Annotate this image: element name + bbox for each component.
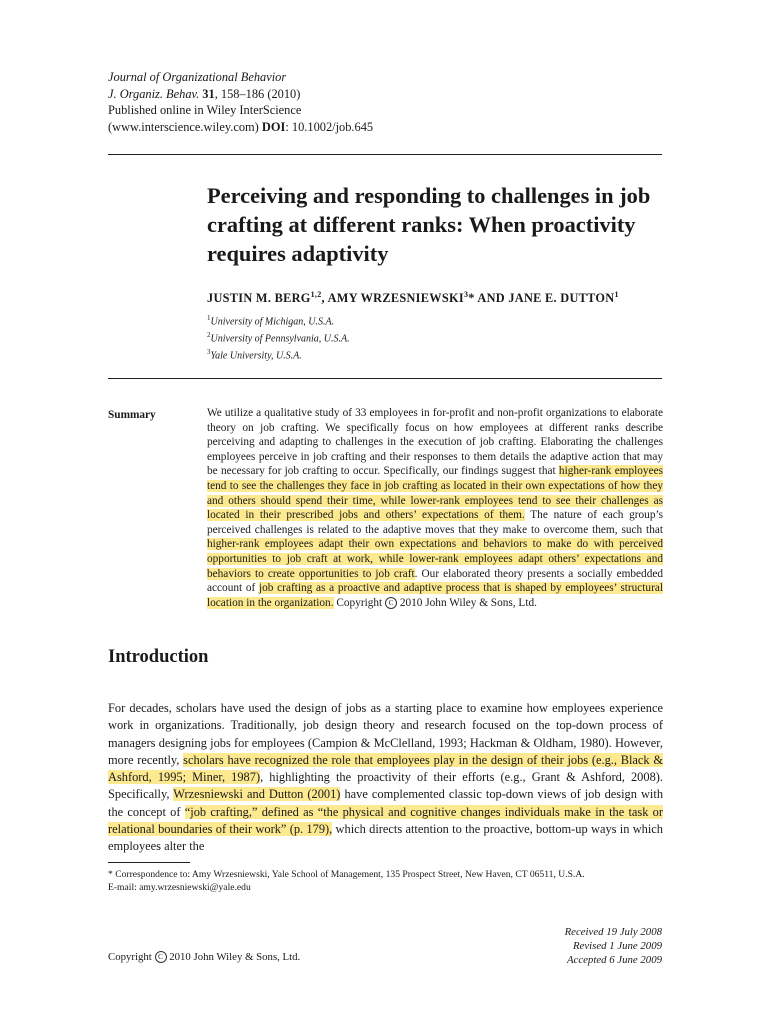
summary-copyright-prefix: Copyright <box>333 596 386 609</box>
affiliation-1 <box>207 312 350 329</box>
correspondence-footnote <box>108 869 668 895</box>
summary-abstract <box>207 406 663 610</box>
affiliation-name: University of Pennsylvania, U.S.A. <box>210 333 350 345</box>
date-accepted: Accepted 6 June 2009 <box>566 954 662 966</box>
author-berg: JUSTIN M. BERG <box>207 291 311 306</box>
affiliation-2 <box>207 329 350 346</box>
journal-header <box>108 69 668 136</box>
footnote-email: E-mail: amy.wrzesniewski@yale.edu <box>108 881 251 893</box>
article-title: Perceiving and responding to challenges in job crafting at different ranks: When proactivity requires adaptivity <box>207 183 651 266</box>
doi-line <box>108 119 668 136</box>
intro-text: which directs attention to the proactive, bottom-up ways in which employees alter the <box>108 822 663 854</box>
affiliation-num: 3 <box>207 347 211 356</box>
copyright-icon: C <box>155 951 167 963</box>
summary-highlight: higher-rank employees tend to see the challenges they face in job crafting as located in their own expectations of how they and others should spend their time, while lower-rank employees tend to see their challenges as located in their prescribed jobs and others’ expectations of them. <box>207 465 663 522</box>
journal-volume: 31 <box>202 86 215 101</box>
author-wrzesniewski-sup: 3 <box>463 290 469 299</box>
author-berg-sup: 1,2 <box>310 290 322 299</box>
date-revised: Revised 1 June 2009 <box>572 940 662 952</box>
date-received: Received 19 July 2008 <box>564 926 662 938</box>
doi-value: : 10.1002/job.645 <box>285 120 374 135</box>
summary-divider <box>108 378 662 379</box>
author-dutton: AND JANE E. DUTTON <box>474 291 615 306</box>
intro-highlight: “job crafting,” defined as “the physical and cognitive changes individuals make in the task or relational boundaries of their work” (p. 179), <box>108 804 664 837</box>
journal-pages: , 158–186 (2010) <box>214 86 301 101</box>
doi-label: DOI <box>261 120 286 135</box>
corresponding-mark: * <box>468 291 475 306</box>
header-divider <box>108 154 662 155</box>
introduction-paragraph <box>108 700 663 856</box>
summary-label: Summary <box>108 409 156 421</box>
journal-abbrev: J. Organiz. Behav. <box>108 86 200 101</box>
affiliation-num: 2 <box>207 330 211 339</box>
section-heading-introduction: Introduction <box>108 647 209 667</box>
author-wrzesniewski: , AMY WRZESNIEWSKI <box>321 291 464 306</box>
copyright-text: 2010 John Wiley & Sons, Ltd. <box>166 951 301 963</box>
intro-text: have complemented classic top-down views of job design with the concept of <box>108 787 664 819</box>
summary-text: . Our elaborated theory presents a socially embedded account of <box>207 567 664 595</box>
footnote-address: * Correspondence to: Amy Wrzesniewski, Yale School of Management, 135 Prospect Street, New Haven, CT 06511, U.S.A. <box>108 869 585 880</box>
author-dutton-sup: 1 <box>614 290 619 299</box>
summary-text: The nature of each group’s perceived challenges is related to the adaptive moves that they make to overcome them, such that <box>207 509 664 536</box>
journal-citation <box>108 86 668 103</box>
affiliation-num: 1 <box>207 314 211 322</box>
intro-text: For decades, scholars have used the design of jobs as a starting place to examine how employees experience work in organizations. Traditionally, job design theory and research focused on the top-down process of managers designing jobs for employees (Campion & McClelland, 1993; Hackman & Oldham, 1980). However, more recently, <box>108 701 663 767</box>
summary-text: We utilize a qualitative study of 33 employees in for-profit and non-profit organizations to elaborate theory on job crafting. We specifically focus on how employees at different ranks describe perceiving and adapting to challenges in the execution of job crafting. Elaborating the challenges employees perceive in job crafting and their responses to them details the adaptive action that may be necessary for job crafting to occur. Specifically, our findings suggest that <box>207 407 663 478</box>
copyright-icon: C <box>385 597 397 609</box>
footnote-divider <box>108 862 190 863</box>
intro-text: , highlighting the proactivity of their efforts (e.g., Grant & Ashford, 2008). Specifically, <box>108 770 663 802</box>
affiliations <box>207 312 350 362</box>
affiliation-3 <box>207 346 350 363</box>
intro-highlight: Wrzesniewski and Dutton (2001) <box>173 787 341 802</box>
published-online: Published online in Wiley InterScience <box>108 103 302 118</box>
summary-copyright-text: 2010 John Wiley & Sons, Ltd. <box>397 596 537 609</box>
article-dates <box>470 925 662 967</box>
affiliation-name: Yale University, U.S.A. <box>210 349 302 361</box>
summary-highlight: higher-rank employees adapt their own expectations and behaviors to make do with perceived opportunities to job craft at work, while lower-rank employees adapt others’ expectations and behaviors to create opportunities to job craft <box>207 538 663 580</box>
copyright-prefix: Copyright <box>108 951 155 963</box>
affiliation-name: University of Michigan, U.S.A. <box>210 316 335 328</box>
journal-site: (www.interscience.wiley.com) <box>108 120 259 135</box>
author-list <box>207 290 677 306</box>
journal-name: Journal of Organizational Behavior <box>108 70 287 84</box>
page-copyright <box>108 951 300 963</box>
intro-highlight: scholars have recognized the role that employees play in the design of their jobs (e.g., Black & Ashford, 1995; Miner, 1987) <box>108 752 663 785</box>
summary-highlight: job crafting as a proactive and adaptive process that is shaped by employees’ structural location in the organization. <box>207 582 663 609</box>
